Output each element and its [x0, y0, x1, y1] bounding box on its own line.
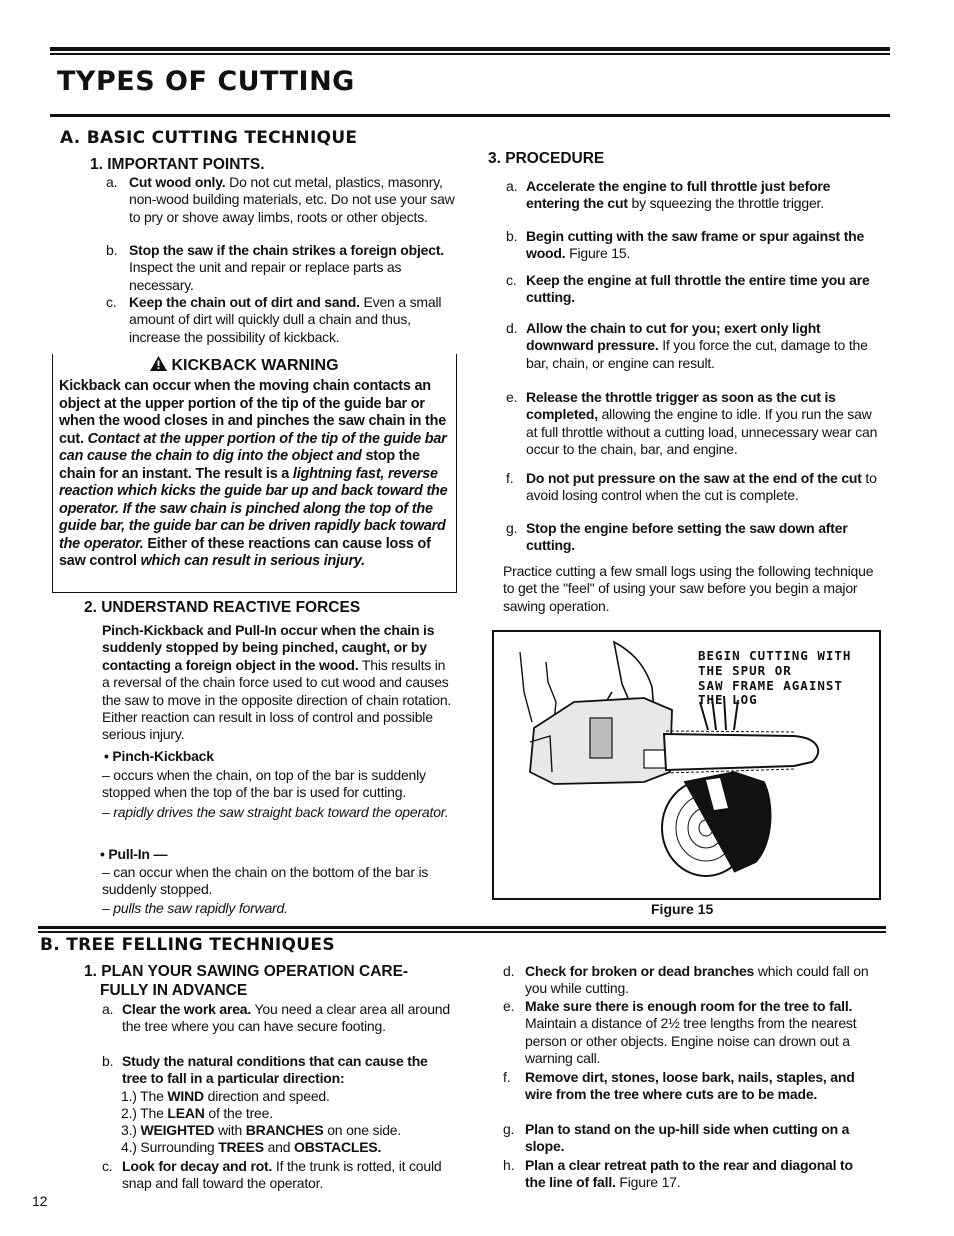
- item-label: e.: [503, 998, 515, 1014]
- item-label: a.: [506, 178, 518, 194]
- list-item: [503, 998, 875, 1068]
- kickback-warning-title: KICKBACK WARNING: [150, 356, 339, 375]
- item-label: e.: [506, 389, 518, 405]
- item-bold: Cut wood only.: [129, 174, 226, 190]
- item-text: Even a small amount of dirt will quickly dull a chain and thus, increase the possibility of kickback.: [129, 294, 442, 345]
- item-label: c.: [106, 294, 117, 310]
- list-item: [506, 228, 878, 263]
- list-item: [503, 1121, 875, 1156]
- list-item: [506, 470, 878, 505]
- item-text: If you force the cut, damage to the bar, chain, or engine can result.: [526, 337, 868, 371]
- item-label: b.: [102, 1053, 114, 1069]
- section-b-title: B. TREE FELLING TECHNIQUES: [40, 935, 335, 955]
- item-text: allowing the engine to idle. If you run the saw at full throttle without a cutting load, unnecessary wear can occur to the chain, bar, and engine.: [526, 406, 878, 458]
- item-bold: Do not put pressure on the saw at the end of the cut: [526, 470, 862, 486]
- list-item: [106, 174, 456, 226]
- warning-triangle-icon: [150, 356, 167, 371]
- list-item: [506, 272, 878, 307]
- item-bold: Keep the engine at full throttle the entire time you are cutting.: [526, 272, 870, 306]
- section-a-title: A. BASIC CUTTING TECHNIQUE: [60, 128, 358, 148]
- pinch-kickback-desc-1: – occurs when the chain, on top of the bar is suddenly stopped when the top of the bar is used for cutting.: [102, 767, 426, 801]
- item-label: h.: [503, 1157, 515, 1173]
- list-item: [503, 1157, 875, 1192]
- page-number: 12: [32, 1193, 48, 1209]
- list-item: [503, 963, 875, 998]
- reactive-forces-text: Pinch-Kickback and Pull-In occur when the chain is suddenly stopped by being pinched, caught, or by contacting a foreign object in the wood. This results in a reversal of the chain force used to cut wood and causes the saw to move in the opposite direction of chain rotation. Either reaction can result in loss of control and possible serious injury.: [102, 622, 452, 743]
- list-item: [102, 1001, 452, 1036]
- title-rule: [50, 114, 890, 117]
- figure-15-frame: [492, 630, 881, 900]
- pull-in-desc-2: – pulls the saw rapidly forward.: [102, 900, 288, 916]
- list-item: [106, 242, 456, 294]
- list-item: [506, 320, 878, 372]
- important-points-heading: 1. IMPORTANT POINTS.: [90, 156, 265, 173]
- list-item: [506, 389, 878, 459]
- figure-callout-line-3: SAW FRAME AGAINST: [698, 678, 843, 693]
- item-text: by squeezing the throttle trigger.: [627, 195, 824, 212]
- item-text: Inspect the unit and repair or replace parts as necessary.: [129, 259, 402, 293]
- list-item: [503, 1069, 875, 1104]
- item-bold: Stop the engine before setting the saw down after cutting.: [526, 520, 848, 554]
- item-bold: Begin cutting with the saw frame or spur against the wood.: [526, 228, 865, 262]
- figure-15-caption: Figure 15: [651, 901, 714, 917]
- pinch-kickback-desc-2: – rapidly drives the saw straight back toward the operator.: [102, 804, 449, 820]
- item-bold: Release the throttle trigger as soon as the cut is completed,: [526, 389, 836, 423]
- list-item: [102, 1053, 452, 1088]
- kickback-warning-text: Kickback can occur when the moving chain contacts an object at the upper portion of the tip of the guide bar or when the wood closes in and pinches the saw chain in the cut. Contact at the upper portion of the tip of the guide bar can cause the chain to dig into the object and stop the chain for an instant. The result is a lightning fast, reverse reaction which kicks the guide bar up and back toward the operator. If the saw chain is pinched along the top of the guide bar, the guide bar can be driven rapidly back toward the operator. Either of these reactions can cause loss of saw control which can result in serious injury.: [59, 378, 448, 569]
- item-bold: Check for broken or dead branches: [525, 963, 755, 979]
- item-text: Figure 17.: [615, 1174, 681, 1191]
- item-bold: Look for decay and rot.: [122, 1158, 273, 1174]
- pull-in-desc-1: – can occur when the chain on the bottom of the bar is suddenly stopped.: [102, 864, 429, 898]
- pull-in-title: • Pull-In —: [100, 846, 168, 862]
- item-text: Figure 15.: [565, 245, 631, 262]
- item-label: a.: [106, 174, 118, 190]
- item-bold: Allow the chain to cut for you; exert only light downward pressure.: [526, 320, 821, 354]
- item-label: d.: [503, 963, 515, 979]
- item-bold: Plan a clear retreat path to the rear and diagonal to the line of fall.: [525, 1157, 853, 1191]
- item-text: If the trunk is rotted, it could snap and fall toward the operator.: [122, 1158, 442, 1192]
- item-label: f.: [506, 470, 514, 486]
- plan-heading-line-1: 1. PLAN YOUR SAWING OPERATION CARE-: [84, 963, 409, 980]
- item-text: You need a clear area all around the tree where you can have secure footing.: [122, 1001, 450, 1035]
- natural-conditions-item-2: 2.) The LEAN of the tree.: [121, 1105, 273, 1121]
- section-b-rule-thick: [38, 926, 886, 929]
- item-bold: Plan to stand on the up-hill side when cutting on a slope.: [525, 1121, 850, 1155]
- natural-conditions-item-1: 1.) The WIND direction and speed.: [121, 1088, 330, 1104]
- item-label: f.: [503, 1069, 511, 1085]
- item-label: b.: [106, 242, 118, 258]
- list-item: [506, 178, 878, 213]
- chainsaw-cutting-log-illustration: [494, 632, 879, 898]
- top-rule-thin: [50, 53, 890, 55]
- procedure-heading: 3. PROCEDURE: [488, 150, 605, 167]
- section-b-rule-thin: [38, 931, 886, 933]
- item-label: g.: [503, 1121, 515, 1137]
- item-bold: Clear the work area.: [122, 1001, 252, 1017]
- item-bold: Stop the saw if the chain strikes a foreign object.: [129, 242, 444, 258]
- practice-paragraph: Practice cutting a few small logs using the following technique to get the "feel" of using your saw before you begin a major sawing operation.: [503, 563, 874, 614]
- item-label: c.: [506, 272, 517, 288]
- page-title: TYPES OF CUTTING: [57, 66, 355, 97]
- figure-callout-line-1: BEGIN CUTTING WITH: [698, 648, 852, 663]
- item-text: to avoid losing control when the cut is complete.: [526, 470, 877, 504]
- list-item: [106, 294, 456, 346]
- top-rule-thick: [50, 47, 890, 51]
- item-label: d.: [506, 320, 518, 336]
- item-label: g.: [506, 520, 518, 536]
- reactive-forces-heading: 2. UNDERSTAND REACTIVE FORCES: [84, 599, 361, 616]
- figure-callout-line-2: THE SPUR OR: [698, 663, 792, 678]
- natural-conditions-item-3: 3.) WEIGHTED with BRANCHES on one side.: [121, 1122, 402, 1138]
- natural-conditions-item-4: 4.) Surrounding TREES and OBSTACLES.: [121, 1139, 382, 1155]
- item-text: Do not cut metal, plastics, masonry, non-wood building materials, etc. Do not use your saw to pry or shove away limbs, roots or other objects.: [129, 174, 455, 225]
- item-bold: Remove dirt, stones, loose bark, nails, staples, and wire from the tree where cuts are to be made.: [525, 1069, 855, 1103]
- item-bold: Accelerate the engine to full throttle just before entering the cut: [526, 178, 831, 212]
- list-item: [102, 1158, 452, 1193]
- list-item: [506, 520, 878, 555]
- item-label: b.: [506, 228, 518, 244]
- item-label: c.: [102, 1158, 113, 1174]
- item-label: a.: [102, 1001, 114, 1017]
- pinch-kickback-title: • Pinch-Kickback: [104, 748, 214, 764]
- item-bold: Keep the chain out of dirt and sand.: [129, 294, 360, 310]
- figure-callout-line-4: THE LOG: [698, 692, 758, 707]
- item-text: which could fall on you while cutting.: [525, 963, 869, 997]
- item-bold: Make sure there is enough room for the tree to fall.: [525, 998, 853, 1014]
- item-bold: Study the natural conditions that can cause the tree to fall in a particular direction:: [122, 1053, 428, 1087]
- item-text: Maintain a distance of 2½ tree lengths from the nearest person or other objects. Engine noise can drown out a warning call.: [525, 1015, 857, 1067]
- plan-heading-line-2: FULLY IN ADVANCE: [100, 982, 248, 999]
